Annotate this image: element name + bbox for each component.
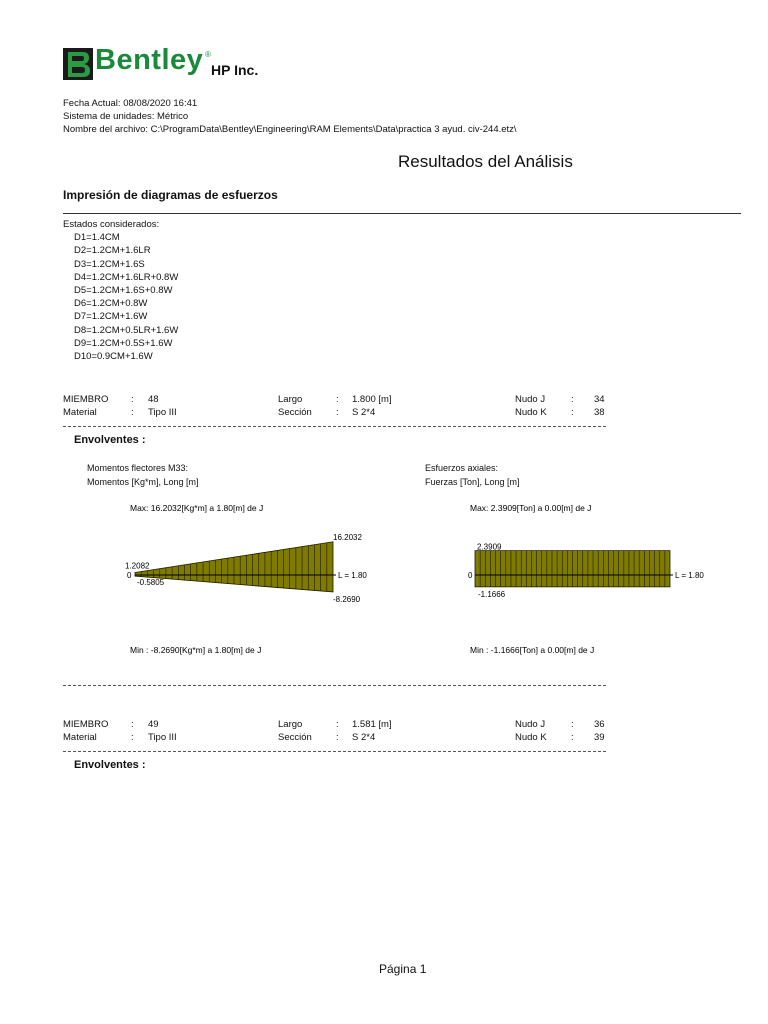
moment-max-text: Max: 16.2032[Kg*m] a 1.80[m] de J [130,503,264,513]
moment-end-min-label: -8.2690 [333,594,361,604]
registered-mark: ® [205,50,211,59]
combo-item: D7=1.2CM+1.6W [74,311,148,323]
axial-max-text: Max: 2.3909[Ton] a 0.00[m] de J [470,503,592,513]
miembro-value: 48 [148,394,159,405]
bentley-logo-icon [63,48,93,80]
axial-zero-label: 0 [468,571,473,580]
combo-item: D1=1.4CM [74,232,120,244]
dashed-divider [63,751,606,752]
moment-start-min-label: -0.5805 [137,578,165,588]
member-48-row-2 [63,407,623,420]
sistema-unidades: Sistema de unidades: Métrico [63,111,189,122]
colon: : [131,407,134,418]
moment-min-text: Min : -8.2690[Kg*m] a 1.80[m] de J [130,645,262,655]
dashed-divider [63,685,606,686]
nudoj-value: 34 [594,394,605,405]
axial-min-text: Min : -1.1666[Ton] a 0.00[m] de J [470,645,595,655]
seccion-label: Sección [278,407,312,418]
seccion-value: S 2*4 [352,732,376,743]
axial-start-min-label: -1.1666 [478,589,506,599]
nombre-archivo: Nombre del archivo: C:\ProgramData\Bentley\Engineering\RAM Elements\Data\practica 3 ayud. civ-244.etz\ [63,124,517,135]
largo-label: Largo [278,394,303,405]
envolventes-heading: Envolventes : [74,434,146,446]
axial-chart-subtitle: Fuerzas [Ton], Long [m] [425,477,520,487]
load-combinations [63,218,178,363]
nudok-value: 39 [594,732,605,743]
miembro-label: MIEMBRO [63,719,109,730]
nudok-value: 38 [594,407,605,418]
colon: : [336,732,339,743]
envolventes-heading: Envolventes : [74,759,146,771]
material-label: Material [63,407,97,418]
colon: : [336,394,339,405]
logo-company: HP Inc. [211,62,259,78]
moment-chart-subtitle: Momentos [Kg*m], Long [m] [87,477,199,487]
combo-item: D4=1.2CM+1.6LR+0.8W [74,271,179,283]
page-number: Página 1 [379,962,427,976]
member-49-row-2 [63,732,623,745]
moment-end-max-label: 16.2032 [333,532,362,542]
moment-length-label: L = 1.80 [338,571,367,580]
colon: : [131,732,134,743]
moment-fill [135,542,333,592]
combo-item: D3=1.2CM+1.6S [74,258,145,270]
seccion-value: S 2*4 [352,407,376,418]
moment-zero-label: 0 [127,571,132,580]
material-value: Tipo III [148,732,177,743]
moment-start-max-label: 1.2082 [125,561,150,571]
axial-fill [475,551,670,587]
moment-chart-title: Momentos flectores M33: [87,463,189,473]
member-49-row-1 [63,719,623,732]
combo-item: D10=0.9CM+1.6W [74,351,153,363]
combo-item: D2=1.2CM+1.6LR [74,245,151,257]
nudok-label: Nudo K [515,732,547,743]
colon: : [131,394,134,405]
fecha-actual: Fecha Actual: 08/08/2020 16:41 [63,98,198,109]
combo-item: D8=1.2CM+0.5LR+1.6W [74,324,179,336]
miembro-value: 49 [148,719,159,730]
material-label: Material [63,732,97,743]
combo-item: D9=1.2CM+0.5S+1.6W [74,337,173,349]
dashed-divider [63,426,606,427]
colon: : [571,719,574,730]
axial-diagram [465,500,715,665]
axial-chart-title: Esfuerzos axiales: [425,463,499,473]
colon: : [131,719,134,730]
section-title: Impresión de diagramas de esfuerzos [63,188,278,202]
nudoj-value: 36 [594,719,605,730]
nudok-label: Nudo K [515,407,547,418]
colon: : [571,394,574,405]
colon: : [571,407,574,418]
combo-item: D6=1.2CM+0.8W [74,298,148,310]
report-title: Resultados del Análisis [398,152,573,171]
combo-item: D5=1.2CM+1.6S+0.8W [74,285,173,297]
logo-wordmark: Bentley [95,44,204,76]
material-value: Tipo III [148,407,177,418]
largo-value: 1.800 [m] [352,394,392,405]
nudoj-label: Nudo J [515,719,546,730]
miembro-label: MIEMBRO [63,394,109,405]
nudoj-label: Nudo J [515,394,546,405]
axial-length-label: L = 1.80 [675,571,704,580]
moment-diagram [115,500,380,665]
colon: : [336,407,339,418]
colon: : [571,732,574,743]
largo-value: 1.581 [m] [352,719,392,730]
member-48-row-1 [63,394,623,407]
colon: : [336,719,339,730]
seccion-label: Sección [278,732,312,743]
estados-label: Estados considerados: [63,219,160,230]
axial-start-max-label: 2.3909 [477,542,502,552]
section-divider [63,213,741,214]
largo-label: Largo [278,719,303,730]
